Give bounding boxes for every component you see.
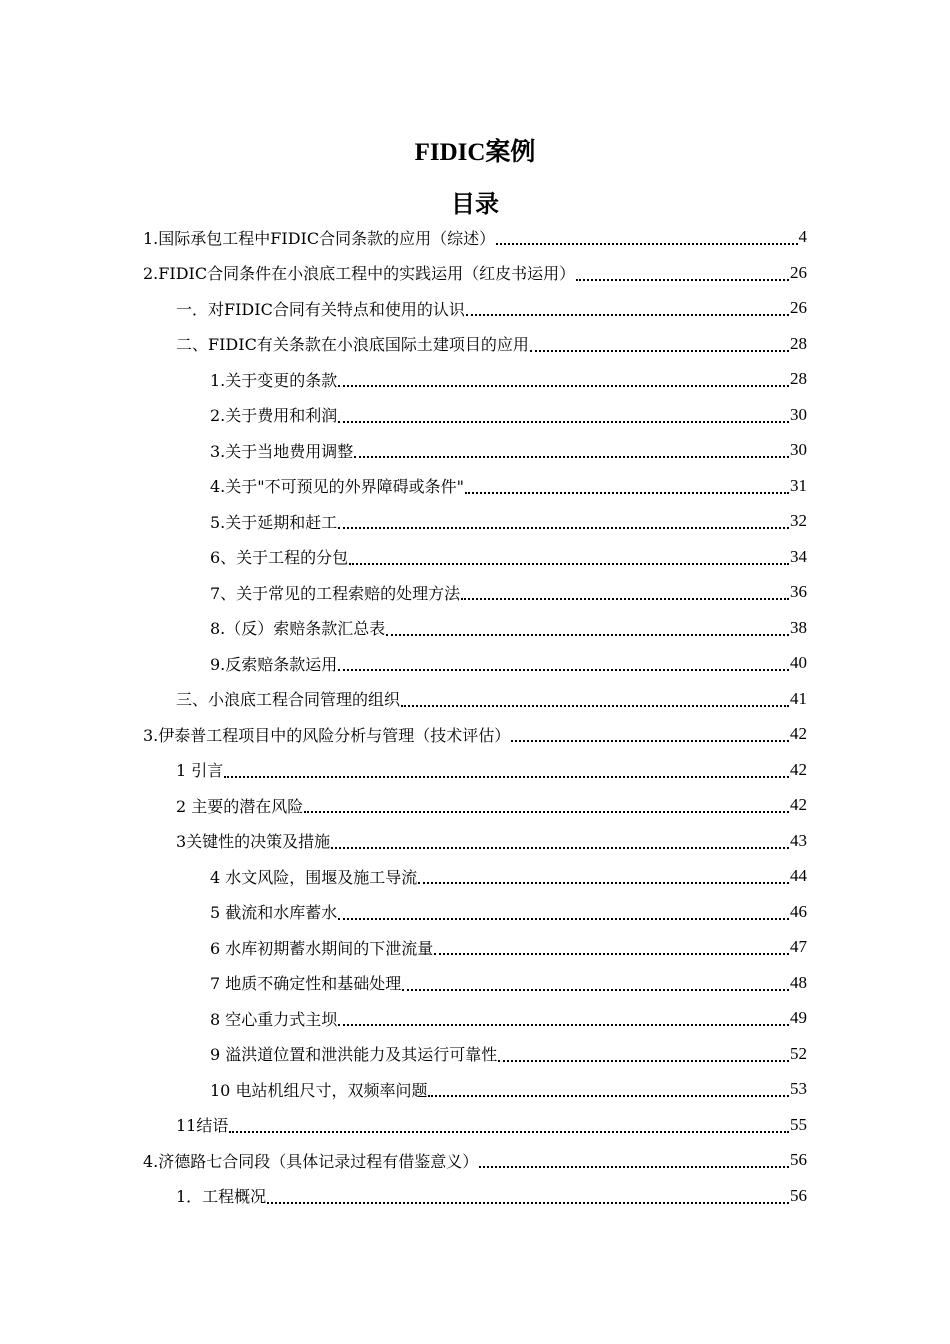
toc-dot-leader: [224, 776, 789, 778]
toc-page-number: 46: [790, 901, 807, 921]
toc-page-number: 4: [798, 227, 807, 246]
toc-page-number: 31: [790, 475, 807, 495]
toc-page-number: 47: [790, 937, 807, 956]
toc-dot-leader: [354, 456, 789, 458]
toc-page-number: 26: [790, 298, 807, 317]
toc-page-number: 42: [790, 759, 807, 779]
toc-entry[interactable]: [210, 1000, 807, 1036]
toc-dot-leader: [479, 1166, 789, 1168]
toc-entry[interactable]: [210, 397, 807, 433]
toc-page-number: 56: [790, 1150, 807, 1169]
toc-entry[interactable]: [143, 255, 807, 291]
toc-dot-leader: [304, 811, 789, 813]
toc-entry-text: 1．工程概况: [176, 1187, 267, 1206]
toc-page-number: 42: [790, 795, 807, 814]
toc-entry[interactable]: [210, 645, 807, 681]
toc-entry[interactable]: [176, 823, 807, 859]
toc-entry[interactable]: [210, 1071, 807, 1107]
toc-dot-leader: [511, 740, 789, 742]
toc-page-number: 49: [790, 1008, 807, 1027]
toc-entry-text: 6、关于工程的分包: [210, 548, 349, 567]
toc-entry-text: 3.伊泰普工程项目中的风险分析与管理（技术评估）: [143, 725, 511, 745]
toc-dot-leader: [402, 989, 789, 991]
toc-dot-leader: [496, 243, 797, 245]
toc-entry-text: 11结语: [176, 1116, 229, 1135]
toc-page-number: 56: [790, 1185, 807, 1205]
toc-entry[interactable]: [210, 468, 807, 504]
toc-dot-leader: [229, 1131, 789, 1133]
toc-page-number: 34: [790, 546, 807, 566]
toc-entry[interactable]: [143, 716, 807, 752]
toc-dot-leader: [338, 385, 789, 387]
toc-entry[interactable]: [210, 361, 807, 397]
toc-entry-text: 9.反索赔条款运用: [210, 654, 338, 674]
toc-entry[interactable]: [210, 539, 807, 575]
toc-entry-text: 三、小浪底工程合同管理的组织: [176, 690, 401, 709]
toc-entry-text: 3.关于当地费用调整: [210, 441, 354, 461]
toc-page-number: 36: [790, 582, 807, 601]
toc-entry-text: 7 地质不确定性和基础处理: [210, 974, 402, 993]
toc-entry[interactable]: [210, 965, 807, 1001]
toc-entry[interactable]: [176, 787, 807, 823]
toc-dot-leader: [401, 705, 789, 707]
toc-entry[interactable]: [176, 1178, 807, 1214]
toc-entry[interactable]: [210, 432, 807, 468]
toc-entry[interactable]: [210, 574, 807, 610]
toc-page-number: 53: [790, 1079, 807, 1098]
toc-entry-text: 5 截流和水库蓄水: [210, 903, 338, 922]
toc-page-number: 52: [790, 1043, 807, 1063]
toc-page-number: 43: [790, 830, 807, 850]
toc-entry[interactable]: [143, 1142, 807, 1178]
toc-page-number: 38: [790, 617, 807, 637]
toc-entry-text: 7、关于常见的工程索赔的处理方法: [210, 583, 461, 603]
toc-dot-leader: [349, 563, 789, 565]
toc-page-number: 32: [790, 511, 807, 530]
toc-page-number: 40: [790, 653, 807, 672]
toc-dot-leader: [386, 634, 789, 636]
toc-dot-leader: [338, 1024, 789, 1026]
toc-entry[interactable]: [176, 681, 807, 717]
toc-dot-leader: [498, 1060, 789, 1062]
toc-entry-text: 4.济德路七合同段（具体记录过程有借鉴意义）: [143, 1151, 479, 1171]
toc-dot-leader: [434, 953, 789, 955]
toc-dot-leader: [461, 598, 789, 600]
document-title: FIDIC案例: [414, 139, 536, 166]
toc-entry-text: 4.关于"不可预见的外界障碍或条件": [210, 477, 464, 496]
toc-entry[interactable]: [210, 610, 807, 646]
toc-dot-leader: [465, 492, 789, 494]
toc-entry[interactable]: [210, 858, 807, 894]
toc-entry[interactable]: [176, 326, 807, 362]
toc-entry[interactable]: [176, 290, 807, 326]
toc-entry-text: 6 水库初期蓄水期间的下泄流量: [210, 938, 434, 958]
toc-page-number: 44: [790, 866, 807, 885]
toc-page-number: 30: [790, 404, 807, 424]
toc-dot-leader: [338, 527, 789, 529]
toc-entry[interactable]: [210, 503, 807, 539]
toc-dot-leader: [338, 421, 789, 423]
toc-entry[interactable]: [210, 894, 807, 930]
toc-entry[interactable]: [176, 1107, 807, 1143]
toc-entry-text: 4 水文风险，围堰及施工导流: [210, 867, 418, 887]
toc-dot-leader: [530, 350, 789, 352]
toc-entry-text: 二、FIDIC有关条款在小浪底国际土建项目的应用: [176, 335, 529, 354]
toc-entry[interactable]: [176, 752, 807, 788]
toc-dot-leader: [418, 882, 789, 884]
toc-entry-text: 2.FIDIC合同条件在小浪底工程中的实践运用（红皮书运用）: [143, 264, 576, 283]
toc-dot-leader: [466, 314, 789, 316]
toc-entry[interactable]: [210, 929, 807, 965]
toc-entry-text: 8 空心重力式主坝: [210, 1009, 338, 1029]
toc-page-number: 48: [790, 972, 807, 992]
toc-entry-text: 3关键性的决策及措施: [176, 832, 331, 851]
toc-dot-leader: [428, 1095, 789, 1097]
toc-dot-leader: [338, 918, 789, 920]
toc-entry-text: 1.国际承包工程中FIDIC合同条款的应用（综述）: [143, 228, 496, 248]
toc-entry[interactable]: [143, 219, 807, 255]
toc-entry-text: 2 主要的潜在风险: [176, 796, 304, 816]
toc-entry-text: 2.关于费用和利润: [210, 406, 338, 425]
toc-entry-text: 8.（反）索赔条款汇总表: [210, 619, 386, 638]
toc-heading: 目录: [451, 190, 499, 218]
toc-dot-leader: [576, 279, 789, 281]
toc-entry-text: 一．对FIDIC合同有关特点和使用的认识: [176, 299, 465, 319]
toc-page-number: 42: [790, 724, 807, 743]
toc-dot-leader: [267, 1202, 789, 1204]
toc-dot-leader: [331, 847, 789, 849]
toc-entry-text: 1.关于变更的条款: [210, 370, 338, 390]
toc-dot-leader: [338, 669, 789, 671]
toc-entry-text: 5.关于延期和赶工: [210, 512, 338, 532]
toc-entry-text: 9 溢洪道位置和泄洪能力及其运行可靠性: [210, 1045, 498, 1064]
toc-page-number: 30: [790, 440, 807, 459]
toc-page-number: 28: [790, 333, 807, 353]
toc-page-number: 26: [790, 262, 807, 282]
toc-entry-text: 10 电站机组尺寸，双频率问题: [210, 1080, 428, 1100]
toc-entry-text: 1 引言: [176, 761, 224, 780]
toc-page-number: 41: [790, 688, 807, 708]
toc-page-number: 28: [790, 369, 807, 388]
toc-page-number: 55: [790, 1114, 807, 1134]
toc-entry[interactable]: [210, 1036, 807, 1072]
